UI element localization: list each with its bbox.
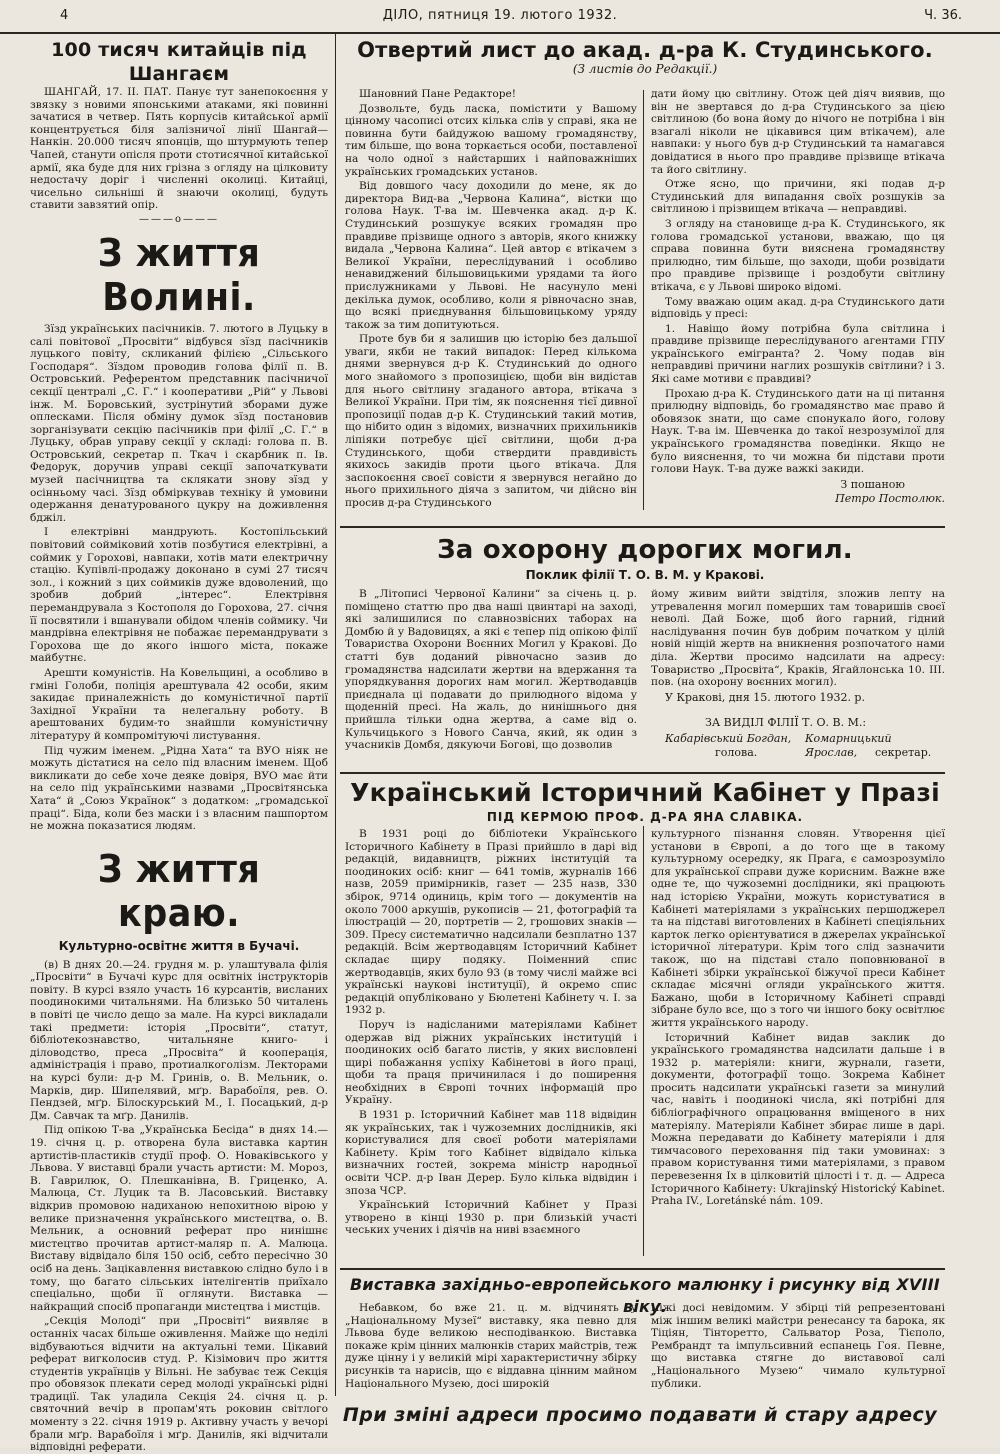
kraj-paragraph: „Секція Молоді“ при „Просвіті“ виявляє в останніх часах більше оживлення. Майже що неділі відбуваються відчити на актуальні теми. Цікавий реферат вигколосив студ. Р. Кізімович про життя студентів українців у Вільні. Не забуває теж Секція про обовязок плекати серед молоді українські рідні традиції. Так уладила Секція 24. січня ц. р. святочний вечір в пропам'ять роковин світлого моменту з 22. січня 1919 р. Активну участь у вечорі брали мґр. Варабоїля і мґр. Данилів, які відчитали відповідні реферати.: [30, 1315, 328, 1454]
page-header: [0, 0, 1000, 34]
letter-subtitle: (З листів до Редакції.): [572, 62, 718, 76]
prague-title: Український Історичний Кабінет у Празі: [350, 778, 940, 807]
prague-paragraph: В 1931 році до бібліотеки Українського Історичного Кабінету в Празі прийшло в дарі від редакцій, видавництв, ріжних інституцій та поодиноких осіб: книг — 641 томів, журналів 166 назв, 2059 примірників, газет — 235 назв, 330 збірок, 9714 одиниць, крім того — документів на около 7000 аркушів, рукописів — 21, фотографій та ілюстрацій — 20, портретів — 2, грошових знаків — 309. Пресу систематично надсилали безплатно 137 редакцій. Всім жертводавцям Історичний Кабінет складає щиру подяку. Поіменний спис жертводавців, яких було 93 (в тому числі майже всі українські наукові інституції), й окремо спис редакцій опубліковано у Бюлетені Кабінету ч. І. за 1932 р.: [345, 828, 637, 1017]
volyn-paragraph: Арешти комуністів. На Ковельщині, а особливо в гміні Голоби, поліція арештувала 42 особи, яким закидає приналежність до комуністичної партії Західної України та нелегальну роботу. В арештованих будим-то знайшли комуністичну літературу й компромітуючі листування.: [30, 666, 328, 742]
exhibit-article: [345, 1274, 945, 1398]
graves-paragraph: В „Літописі Червоної Калини“ за січень ц. р. поміщено статтю про два наші цвинтарі на заході, які залишилися по славнозвісних таборах на Домбю й у Вадовицях, а які є тепер під опікою філії Товариства Охорони Воєнних Могил у Кракові. До статті був доданий рівночасно зазив до громадянства надсилати жертви на вдержання та упорядкування дорогих нам могил. Жертводавців приєднала ці подавати до прилюдного відома у щоденній пресі. На жаль, до нинішнього дня прийшла тільки одна жертва, а саме від о. Кульчицького з Нового Санча, який, як один з учасників Домбя, дякуючи Богові, що дозволив: [345, 588, 637, 752]
prague-col-1: [345, 828, 637, 1239]
shanghai-title: 100 тисяч китайців під Шангаєм: [51, 39, 307, 85]
graves-title: За охорону дорогих могил.: [437, 535, 853, 565]
letter-paragraph: Тому вважаю оцим акад. д-ра Студинського дати відповідь у пресі:: [651, 295, 945, 321]
letter-paragraph: Від довшого часу доходили до мене, як до директора Вид-ва „Червона Калина“, вістки що голова Наук. Т-ва ім. Шевченка акад. д-р К. Студинський розшукує всяких громадян про правдиве прізвище одного з авторів, якого книжку видала „Червона Калина“. Цей автор є втікачем з Великої України, переслідуваний і особливо ненавиджений більшовицькими урядами та його прислужниками у Львові. Не насунуло мені декілька думок, особливо, коли я рівночасно знав, що всякі приєднування більшовицькому уряду також за тим допитуються.: [345, 180, 637, 331]
shanghai-body: ШАНГАЙ, 17. II. ПАТ. Панує тут занепокоєння у звязку з новими японськими атаками, які повинні зачатися в четвер. Пять корпусів китайської армії концентрується біля залізничої лінії Шангай—Нанкін. 20.000 тисяч японців, що штурмують тепер Чапей, станути опісля проти стотисячної китайської армії, яка буде для них грізна з огляду на цілковиту недостачу доріг і численні околиці. Китайці, чисельно сильніші й знаючи околиці, будуть ставити завзятий опір.: [30, 86, 328, 212]
page-number-left: 4: [60, 8, 69, 23]
volyn-title: З життя Волині.: [97, 230, 261, 319]
article-rule: [340, 772, 945, 774]
volyn-paragraph: Зїзд українських пасічників. 7. лютого в Луцьку в салі повітової „Просвіти“ відбувся зїзд пасічників луцького повіту, скликаний філією „Сільського Господаря“. Зїздом проводив голова філії п. В. Островський. Референтом представник пасічничої секції централі „С. Г.“ і кооперативи „Рій“ у Львові інж. М. Боровський, зустрінутий зборами дуже оплесками. Після обміну думок зїзд постановив зорганізувати секцію пасічників при філії „С. Г.“ в Луцьку, обрав управу секції у складі: голова п. В. Островський, секретар п. Ткач і скарбник п. Ів. Федорук, доручив управі секції започаткувати музей пасічництва та склякати знову зїзд у осінньому часі. Зїзд обміркував техніку й умовини одержання денатурованого цукру на доживлення бджіл.: [30, 322, 328, 524]
graves-place-date: У Кракові, дня 15. лютого 1932. р.: [665, 690, 865, 704]
graves-subtitle: Поклик філії Т. О. В. М. у Кракові.: [525, 568, 765, 582]
graves-article: [345, 534, 945, 768]
prague-paragraph: Історичний Кабінет видав заклик до українського громадянства надсилати дальше і в 1932 р. матеріяли: книги, журнали, газети, документи, фотографії тощо. Зокрема Кабінет просить надсилати українські газети за минулий час, навіть і поодинокі числа, які потрібні для бібліографічного опрацювання вміщеного в них матеріялу. Матеріяли Кабінет збирає лише в дарі. Можна передавати до Кабінету матеріяли і для тимчасового переховання під таки умовинах: з правом користування тими матеріялами, з правом перевезення Іх в цілковитій цілості і т. д. — Адреса Історичного Кабінету: Ukrajinský Historický Kabinet. Praha IV., Loretánské nám. 109.: [651, 1031, 945, 1208]
letter-author: Петро Постолюк.: [835, 491, 945, 505]
prague-paragraph: Поруч із надісланими матеріялами Кабінет одержав від ріжних українських інституцій і поодиноких осіб багато листів, у яких висловлені щирі побажання успіху Кабінетові в його праці, щоби та праця причинилася і до поширення необхідних в Європі точних інформацій про Україну.: [345, 1018, 637, 1107]
separator: ———o———: [138, 213, 220, 225]
letter-col-1: [345, 88, 637, 512]
column-divider: [643, 826, 644, 1256]
letter-col-2: [651, 88, 945, 506]
letter-paragraph: Дозвольте, будь ласка, помістити у Вашому цінному часописі отсих кілька слів у справі, яка не повинна бути байдужою вашому громадянству, тим більше, що вона торкається особи, поставленої на чоло одної з найстарших і найповажніших українських громадських установ.: [345, 102, 637, 178]
left-column: [30, 38, 328, 1454]
volyn-paragraph: І електрівні мандрують. Костопільський повітовий сойміковий хотів позбутися електрівні, а соймик у Горохові, навпаки, хотів мати електричну стацію. Купівлі-продажу доконано в сумі 27 тисяч зол., і кожний з цих соймиків дуже вдоволений, що зробив добрий „інтерес“. Електрівня перемандрувала з Костополя до Горохова, 27. січня її посвятили і вшанували обідом членів соймику. Чи мандрівна електрівня не побажає перемандрувати з Горохова ще до якого іншого міста, покаже майбутнє.: [30, 526, 328, 665]
volyn-paragraph: Під чужим іменем. „Рідна Хата“ та ВУО ніяк не можуть дістатися на село під власним іменем. Щоб викликати до себе хоче деяке довіря, ВУО має йти на село під українськими назвами „Просвітянська Хата“ й „Союз Українок“ з додатком: „громадської праці“. Біда, коли без маски і з власним пашпортом не можна показатися людям.: [30, 744, 328, 833]
exhibit-col-2: [651, 1302, 945, 1392]
letter-title: Отвертий лист до акад. д-ра К. Студинського.: [357, 38, 933, 62]
column-divider: [335, 34, 336, 1396]
graves-signer-1: Кабарівський Богдан,: [665, 732, 792, 745]
graves-signer-2: Комарницький Ярослав,: [805, 732, 892, 759]
masthead-date: ДІЛО, пятниця 19. лютого 1932.: [382, 8, 618, 23]
exhibit-paragraph: Небавком, бо вже 21. ц. м. відчинять у „Національному Музеї“ виставку, яка певно для Львова буде великою несподіванкою. Виставка покаже крім цінних малюнків старих майстрів, теж дуже цінну і у великій мірі характеристичну збірку рисунків та нарисів, що є віддавна цінним майном Національного Музею, досі широкій: [345, 1302, 637, 1390]
letter-paragraph: 1. Навіщо йому потрібна була світлина і правдиве прізвище переслідуваного агентами ГПУ українського емігранта? 2. Чому подав він неправдиві причини наглих розшуків світлини? і 3. Які саме мотиви є правдиві?: [651, 322, 945, 386]
article-rule: [340, 1268, 945, 1270]
letter-paragraph: Прохаю д-ра К. Студинського дати на ці питання прилюдну відповідь, бо громадянство має право й обовязок знати, що саме спонукало його, голову Наук. Т-ва ім. Шевченка до такої незрозумілої для українського громадянства поведінки. Якщо не було вияснення, то чи можна би підстави проти голови Наук. Т-ва дуже важкі закиди.: [651, 387, 945, 476]
exhibit-paragraph: міжі досі невідомим. У збірці тій репрезентовані між іншим великі майстри ренесансу та барока, як Тіціян, Тінторетто, Сальватор Роза, Тієполо, Рембрандт та імпульсивний еспанець Гоя. Певне, що виставка стягне до виставової салі „Національного Музею“ чимало культурної публики.: [651, 1302, 945, 1390]
letter-paragraph: дати йому цю світлину. Отож цей діяч виявив, що він не звертався до д-ра Студинського за цією світлиною (бо вона йому до нічого не потрібна і він взагалі ніколи не цікавився цим втікачем), але навпаки: у нього був д-р Студинський та намагався довідатися в нього про правдиве прізвище втікача та його світлину.: [651, 88, 945, 176]
letter-closing: З пошаною: [840, 477, 905, 491]
prague-paragraph: В 1931 р. Історичний Кабінет мав 118 відвідин як українських, так і чужоземних дослідників, які користувалися для своєї роботи матеріялами Кабінету. Крім того Кабінет відвідало кілька визначних гостей, зокрема міністр народньої освіти ЧСР. д-р Іван Дерер. Було кілька відвідин і зпоза ЧСР.: [345, 1109, 637, 1197]
letter-paragraph: З огляду на становище д-ра К. Студинського, як голова громадської установи, вважаю, що ця справа повинна бути вияснена громадянству прилюдно, тим більше, що заходи, щоби розвідати про правдиве прізвище і роздобути світлину втікача, є у Львові широко відомі.: [651, 217, 945, 293]
prague-article: [345, 778, 945, 1264]
graves-col-1: [345, 588, 637, 754]
kraj-paragraph: (в) В днях 20.—24. грудня м. р. улаштувала філія „Просвіти“ в Бучачі курс для освітніх інструкторів повіту. В курсі взяло участь 16 курсантів, висланих поодинокими читальнями. На близько 50 читалень в повіті це число дещо за мале. На курсі викладали такі предмети: історія „Просвіти“, статут, бібліотекознавство, читальняне книго- і діловодство, преса „Просвіта“ й кооперація, адміністрація і право, протиалкоголізм. Лекторами на курсі були: д-р М. Гринів, о. В. Мельник, о. Марків, дир. Шипелявий, мґр. Варабоїля, рев. О. Пендзей, мґр. Білоскурський М., І. Посацький, д-р Дм. Савчак та мґр. Данилів.: [30, 958, 328, 1122]
letter-paragraph: Отже ясно, що причини, які подав д-р Студинський для випадання своїх розшуків за світлиною і прізвищем втікача — неправдиві.: [651, 178, 945, 216]
kraj-paragraph: Під опікою Т-ва „Українська Бесіда“ в днях 14.—19. січня ц. р. отворена була виставка картин артистів-пластиків студії проф. О. Новаківського у Львова. У виставці брали участь артисти: М. Мороз, В. Гаврилюк, О. Плешканівна, В. Гриценко, А. Малюца, Ст. Луцик та В. Ласовський. Виставку відкрив промовою надиханою непохитною вірою у велике призначення українського мистецтва, о. В. Мельник, а основний реферат про нинішнє мистецтво прочитав артист-маляр п. А. Малюца. Виставу відвідало біля 150 осіб, себто пересічно 30 осіб на день. Зацікавлення виставкою слідно було і в тому, що багато сільських інтелігентів приїхало спеціально, щоби її оглянути. Виставка — найкращий спосіб пропаганди мистецтва і мистців.: [30, 1124, 328, 1313]
graves-signer-2-role: секретар.: [875, 746, 932, 759]
graves-paragraph: йому живим вийти звідтіля, зложив лепту на утревалення могил померших там товаришів своєї неволі. Дай Боже, щоб його гарний, гідний наслідування почин був добрим початком у цілій новій ніщій жертв на вникнення розпочатого нами діла. Жертви просимо надсилати на адресу: Товариство „Просвіта“, Краків, Ягайлонська 10. III. пов. (на охорону воєнних могил).: [651, 588, 945, 689]
graves-col-2: [651, 588, 945, 705]
letter-article: [345, 38, 945, 518]
column-divider: [643, 90, 644, 510]
prague-subtitle: ПІД КЕРМОЮ ПРОФ. Д-РА ЯНА СЛАВІКА.: [486, 810, 804, 824]
prague-col-2: [651, 828, 945, 1210]
kraj-title: З життя краю.: [97, 846, 261, 935]
letter-paragraph: Проте був би я залишив цю історію без дальшої уваги, якби не такий випадок: Перед кількома днями звернувся д-р К. Студинський до одного мого знайомого з пропозицією, щоби він видістав для нього світлину згаданого автора, втікача з Великої України. При тім, як пояснення тієї дивної пропозиції подав д-р К. Студинський такий мотив, що нібито один з відомих, визначних прихильників ліпіяки потребує цієї світлини, щоби д-ра Студинського, щоби ствердити правдивість якихось закидів проти цього втікача. Для заспокоєння своєї совісти я звернувся негайно до нього прихильного діяча з запитом, чи дійсно він просив д-ра Студинського: [345, 333, 637, 509]
prague-paragraph: Український Історичний Кабінет у Празі утворено в кінці 1930 р. при близькій участі чеських учених і діячів на ниві взаємного: [345, 1199, 637, 1237]
letter-greeting: Шановний Пане Редакторе!: [359, 88, 517, 100]
prague-paragraph: культурного пізнання словян. Утворення цієї установи в Європі, а до того ще в такому культурному осередку, як Прага, є самозрозуміло для української справи дуже корисним. Важне вже одне те, що чужоземні дослідники, які працюють над історією України, можуть користуватися в Кабінеті матеріялами з українських першоджерел та на підставі виготовлених в Кабінеті спеціяльних карток легко орієнтуватися в джерелах української історичної літератури. Крім того слід зазначити також, що на підставі стало поповнюваної в Кабінеті збірки української біжучої преси Кабінет складає місячні огляди українського життя. Бажано, щоби в Історичному Кабінеті справді зібране було все, що з того чи іншого боку освітлює життя українського народу.: [651, 828, 945, 1029]
exhibit-col-1: [345, 1302, 637, 1392]
graves-org: ЗА ВИДІЛ ФІЛІЇ Т. О. В. М.:: [705, 716, 867, 729]
graves-signer-1-role: голова.: [715, 746, 758, 759]
issue-number: Ч. 36.: [924, 8, 962, 23]
article-rule: [340, 526, 945, 528]
kraj-subtitle: Культурно-освітнє життя в Бучачі.: [58, 938, 300, 953]
exhibit-title: Виставка західньо-европейського малюнку і рисунку від XVIII віку.: [350, 1275, 940, 1316]
address-change-notice: При зміні адреси просимо подавати й стару адресу: [342, 1404, 938, 1426]
